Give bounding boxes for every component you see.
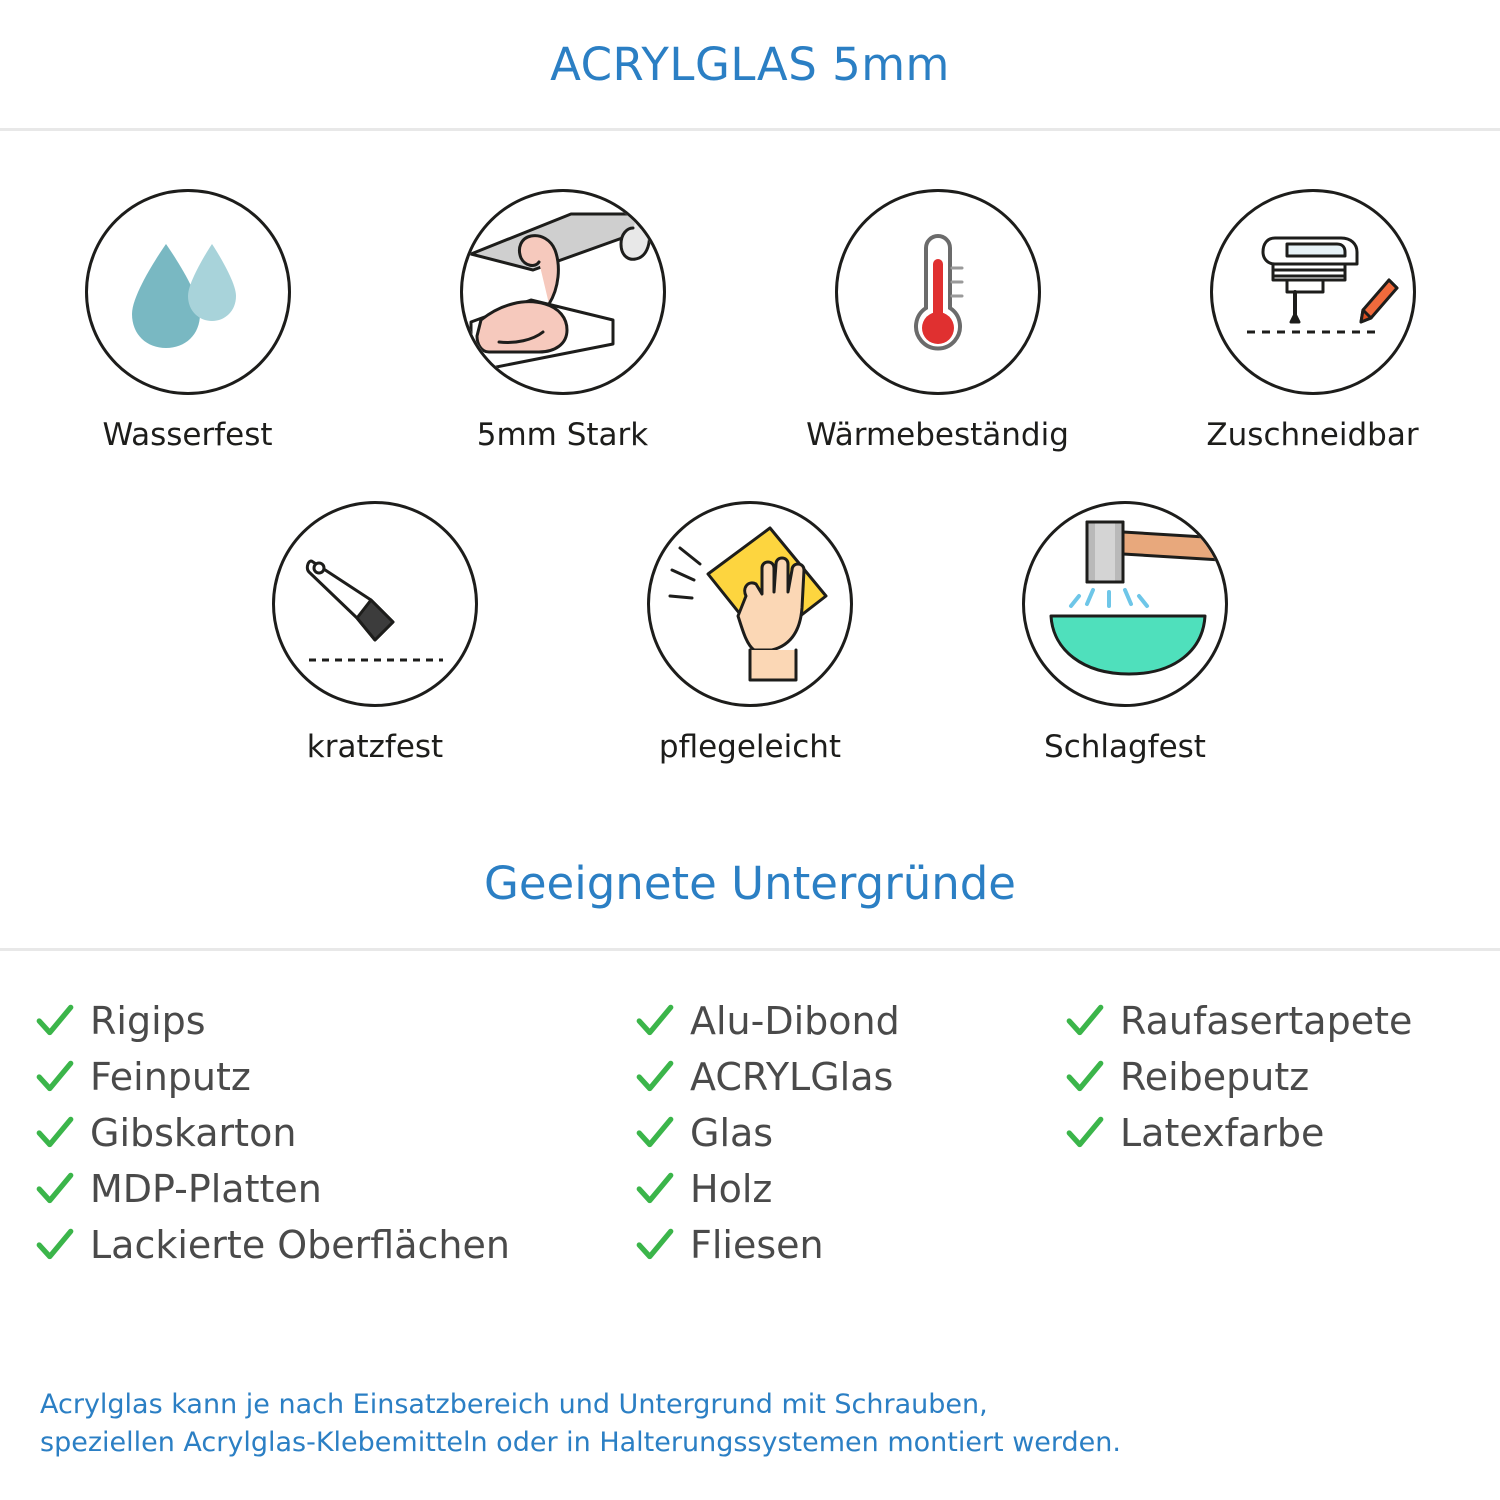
list-item bbox=[634, 1161, 1064, 1217]
feature-icon-circle bbox=[1210, 189, 1416, 395]
feature-row-2 bbox=[0, 501, 1500, 765]
thermometer-icon bbox=[838, 192, 1038, 392]
feature-icon-circle bbox=[85, 189, 291, 395]
list-item bbox=[634, 1217, 1064, 1273]
feature-icon-circle bbox=[835, 189, 1041, 395]
list-item bbox=[634, 1049, 1064, 1105]
list-item-label: Reibeputz bbox=[1120, 1055, 1310, 1099]
list-item bbox=[634, 993, 1064, 1049]
check-icon bbox=[1064, 1112, 1106, 1154]
page-title: ACRYLGLAS 5mm bbox=[550, 37, 950, 91]
cleaning-cloth-hand-icon bbox=[650, 504, 850, 704]
feature-zuschneidbar bbox=[1125, 189, 1500, 453]
feature-schlagfest bbox=[938, 501, 1313, 765]
list-item-label: Gibskarton bbox=[90, 1111, 297, 1155]
footnote-line-1: Acrylglas kann je nach Einsatzbereich und Untergrund mit Schrauben, bbox=[40, 1389, 988, 1420]
list-item bbox=[1064, 993, 1494, 1049]
list-item-label: Feinputz bbox=[90, 1055, 251, 1099]
water-drops-icon bbox=[88, 192, 288, 392]
footnote-line-2: speziellen Acrylglas-Klebemitteln oder in Halterungssystemen montiert werden. bbox=[40, 1427, 1121, 1458]
section-title: Geeignete Untergründe bbox=[483, 857, 1016, 910]
list-item-label: Alu-Dibond bbox=[690, 999, 900, 1043]
feature-row-1 bbox=[0, 189, 1500, 453]
check-icon bbox=[34, 1224, 76, 1266]
list-item-label: Rigips bbox=[90, 999, 206, 1043]
check-icon bbox=[634, 1000, 676, 1042]
feature-pflegeleicht bbox=[563, 501, 938, 765]
checklist-column-3 bbox=[1064, 993, 1494, 1273]
flexing-arm-icon bbox=[463, 192, 663, 392]
check-icon bbox=[634, 1168, 676, 1210]
list-item-label: Holz bbox=[690, 1167, 773, 1211]
check-icon bbox=[34, 1168, 76, 1210]
feature-5mm-stark bbox=[375, 189, 750, 453]
feature-icon-circle bbox=[647, 501, 853, 707]
check-icon bbox=[634, 1224, 676, 1266]
list-item bbox=[34, 1105, 634, 1161]
check-icon bbox=[1064, 1000, 1106, 1042]
list-item bbox=[1064, 1105, 1494, 1161]
feature-label: pflegeleicht bbox=[658, 729, 842, 765]
feature-waermebestaendig bbox=[750, 189, 1125, 453]
checklist-column-1 bbox=[34, 993, 634, 1273]
substrate-checklist bbox=[0, 951, 1500, 1273]
list-item bbox=[34, 1049, 634, 1105]
jigsaw-cutter-icon bbox=[1213, 192, 1413, 392]
feature-icon-circle bbox=[1022, 501, 1228, 707]
list-item-label: Fliesen bbox=[690, 1223, 824, 1267]
list-item bbox=[634, 1105, 1064, 1161]
list-item bbox=[34, 1161, 634, 1217]
feature-label: Wärmebeständig bbox=[806, 417, 1069, 453]
knife-scratch-icon bbox=[275, 504, 475, 704]
section-header bbox=[0, 857, 1500, 910]
check-icon bbox=[34, 1112, 76, 1154]
list-item-label: Glas bbox=[690, 1111, 774, 1155]
feature-section bbox=[0, 131, 1500, 765]
feature-wasserfest bbox=[0, 189, 375, 453]
feature-label: Wasserfest bbox=[102, 417, 273, 453]
list-item-label: MDP-Platten bbox=[90, 1167, 322, 1211]
footnote bbox=[40, 1386, 1460, 1462]
feature-icon-circle bbox=[272, 501, 478, 707]
header bbox=[0, 0, 1500, 128]
feature-kratzfest bbox=[188, 501, 563, 765]
list-item-label: Latexfarbe bbox=[1120, 1111, 1325, 1155]
feature-label: kratzfest bbox=[306, 729, 444, 765]
feature-label: Zuschneidbar bbox=[1206, 417, 1419, 453]
feature-label: 5mm Stark bbox=[476, 417, 649, 453]
check-icon bbox=[634, 1056, 676, 1098]
feature-icon-circle bbox=[460, 189, 666, 395]
checklist-column-2 bbox=[634, 993, 1064, 1273]
check-icon bbox=[34, 1000, 76, 1042]
hammer-impact-icon bbox=[1025, 504, 1225, 704]
list-item bbox=[34, 993, 634, 1049]
list-item-label: Lackierte Oberflächen bbox=[90, 1223, 510, 1267]
list-item-label: Raufasertapete bbox=[1120, 999, 1413, 1043]
list-item bbox=[1064, 1049, 1494, 1105]
check-icon bbox=[1064, 1056, 1106, 1098]
list-item-label: ACRYLGlas bbox=[690, 1055, 894, 1099]
list-item bbox=[34, 1217, 634, 1273]
check-icon bbox=[34, 1056, 76, 1098]
feature-label: Schlagfest bbox=[1044, 729, 1206, 765]
check-icon bbox=[634, 1112, 676, 1154]
